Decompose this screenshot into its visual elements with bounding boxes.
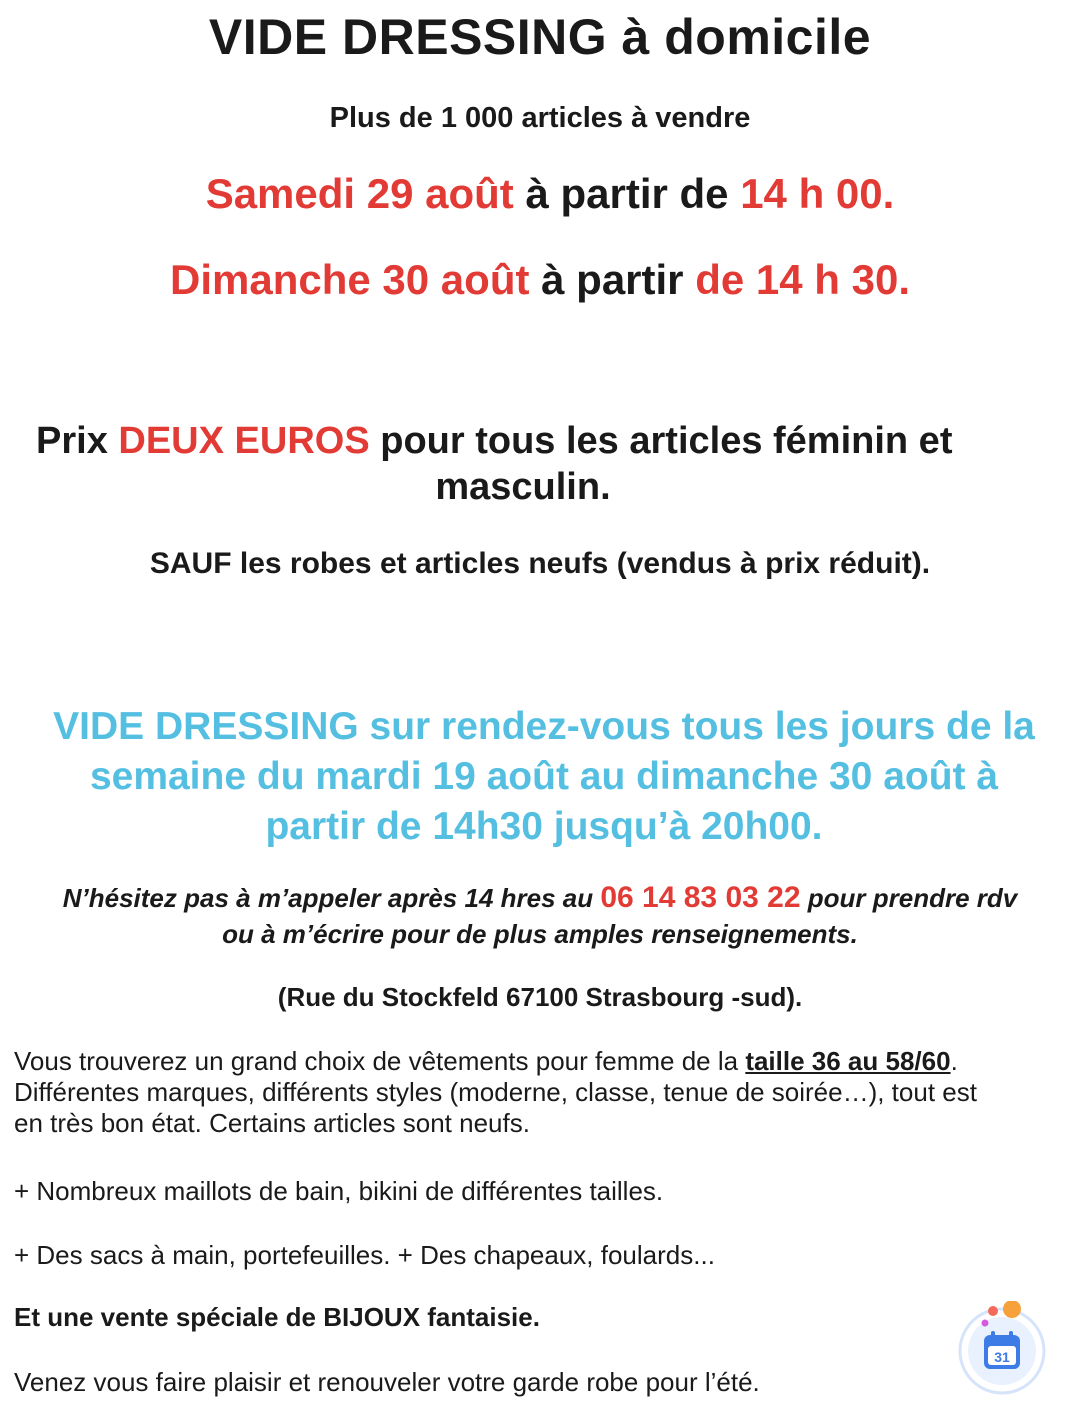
contact-before: N’hésitez pas à m’appeler après 14 hres au: [62, 883, 601, 913]
appointment-line-2: semaine du mardi 19 août au dimanche 30 août à: [89, 755, 999, 798]
subtitle: Plus de 1 000 articles à vendre: [329, 102, 751, 134]
address: (Rue du Stockfeld 67100 Strasbourg -sud).: [277, 982, 803, 1012]
closing-line: Venez vous faire plaisir et renouveler votre garde robe pour l’été.: [14, 1367, 760, 1397]
description-after: .: [950, 1046, 958, 1076]
price-amount: DEUX EUROS: [118, 420, 370, 462]
swimwear-line: + Nombreux maillots de bain, bikini de différentes tailles.: [14, 1176, 664, 1206]
calendar-app-badge[interactable]: [955, 1301, 1049, 1395]
description-line-3: en très bon état. Certains articles sont neufs.: [14, 1108, 530, 1138]
contact-after: pour prendre rdv: [800, 883, 1018, 913]
jewelry-line: Et une vente spéciale de BIJOUX fantaisie.: [14, 1302, 540, 1332]
saturday-schedule: [0, 170, 1080, 218]
appointment-line-3: partir de 14h30 jusqu’à 20h00.: [265, 805, 823, 848]
saturday-mid: à partir de: [513, 170, 741, 217]
appointment-line-1: VIDE DRESSING sur rendez-vous tous les jours de la: [53, 705, 1035, 748]
sunday-time: de 14 h 30.: [695, 256, 910, 303]
price-exception: SAUF les robes et articles neufs (vendus à prix réduit).: [149, 547, 931, 580]
price-suffix: pour tous les articles féminin et: [369, 420, 953, 462]
description: [14, 1046, 1060, 1139]
contact-info: [10, 880, 1070, 952]
price-suffix-2: masculin.: [435, 466, 611, 508]
appointment-notice: [14, 702, 1074, 852]
price-prefix: Prix: [36, 420, 119, 462]
sunday-schedule: [0, 256, 1080, 304]
sunday-mid: à partir: [529, 256, 696, 303]
price-statement: [36, 418, 1070, 510]
description-line-2: Différentes marques, différents styles (moderne, classe, tenue de soirée…), tout est: [14, 1077, 977, 1107]
sunday-day: Dimanche 30 août: [170, 256, 530, 303]
calendar-icon: [955, 1301, 1049, 1395]
size-range: taille 36 au 58/60: [745, 1046, 951, 1076]
contact-line-2: ou à m’écrire pour de plus amples renseignements.: [222, 919, 858, 949]
saturday-day: Samedi 29 août: [205, 170, 514, 217]
phone-number: 06 14 83 03 22: [600, 881, 801, 914]
page-title: VIDE DRESSING à domicile: [208, 9, 872, 65]
saturday-time: 14 h 00.: [740, 170, 895, 217]
description-before: Vous trouverez un grand choix de vêtements pour femme de la: [14, 1046, 746, 1076]
bags-line: + Des sacs à main, portefeuilles. + Des chapeaux, foulards...: [14, 1240, 715, 1270]
calendar-day: 31: [994, 1349, 1010, 1365]
